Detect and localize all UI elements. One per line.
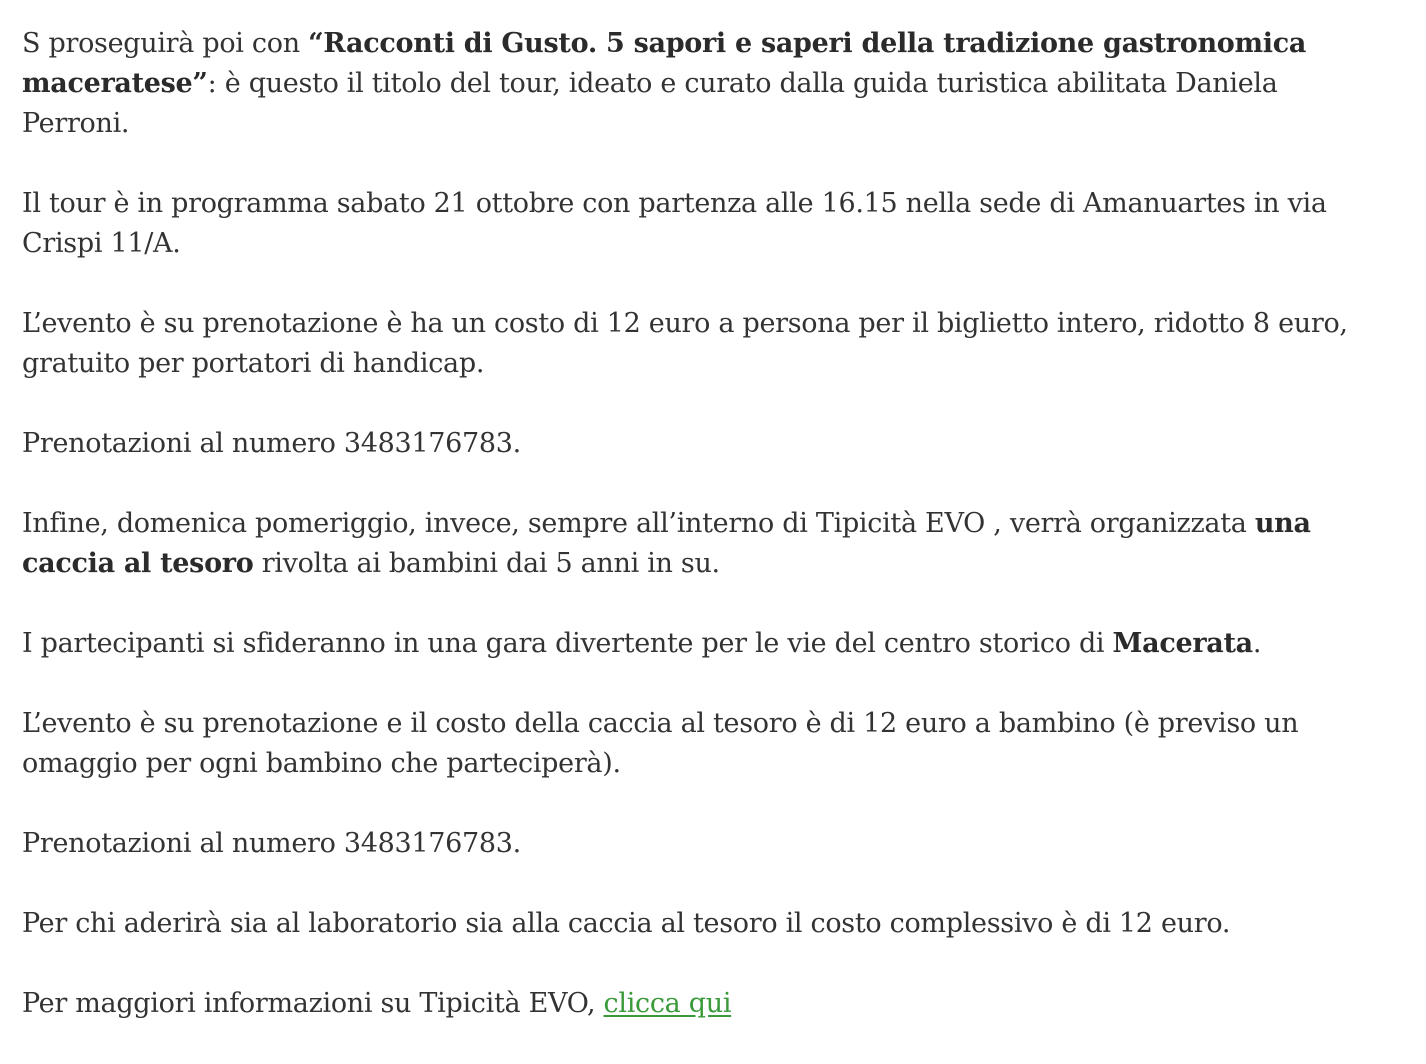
- tour-title: “Racconti di Gusto. 5 sapori e saperi della tradizione gastronomica maceratese”: [22, 28, 1307, 99]
- paragraph-tour-title: S proseguirà poi con “Racconti di Gusto. 5 sapori e saperi della tradizione gastronomica maceratese”: è questo il titolo del tour, ideato e curato dalla guida turistica abilitata Daniela Perroni.: [22, 28, 1307, 139]
- paragraph-treasure-hunt: Infine, domenica pomeriggio, invece, sempre all’interno di Tipicità EVO , verrà organizzata una caccia al tesoro rivolta ai bambini dai 5 anni in su.: [22, 508, 1311, 579]
- paragraph-booking-phone: Prenotazioni al numero 3483176783.: [22, 428, 521, 459]
- paragraph-tour-cost: L’evento è su prenotazione è ha un costo di 12 euro a persona per il biglietto intero, ridotto 8 euro, gratuito per portatori di handicap.: [22, 308, 1348, 379]
- city-highlight: Macerata: [1112, 628, 1253, 659]
- paragraph-tour-schedule: Il tour è in programma sabato 21 ottobre con partenza alle 16.15 nella sede di Amanuartes in via Crispi 11/A.: [22, 188, 1327, 259]
- paragraph-participants: I partecipanti si sfideranno in una gara divertente per le vie del centro storico di Macerata.: [22, 628, 1262, 659]
- treasure-hunt-highlight: una caccia al tesoro: [22, 508, 1311, 579]
- paragraph-more-info: Per maggiori informazioni su Tipicità EVO, clicca qui: [22, 988, 732, 1019]
- more-info-link[interactable]: clicca qui: [603, 988, 732, 1019]
- paragraph-combined-cost: Per chi aderirà sia al laboratorio sia alla caccia al tesoro il costo complessivo è di 12 euro.: [22, 908, 1231, 939]
- paragraph-treasure-hunt-cost: L’evento è su prenotazione e il costo della caccia al tesoro è di 12 euro a bambino (è previso un omaggio per ogni bambino che parteciperà).: [22, 708, 1299, 779]
- article-body: [22, 24, 1382, 1064]
- paragraph-booking-phone-2: Prenotazioni al numero 3483176783.: [22, 828, 521, 859]
